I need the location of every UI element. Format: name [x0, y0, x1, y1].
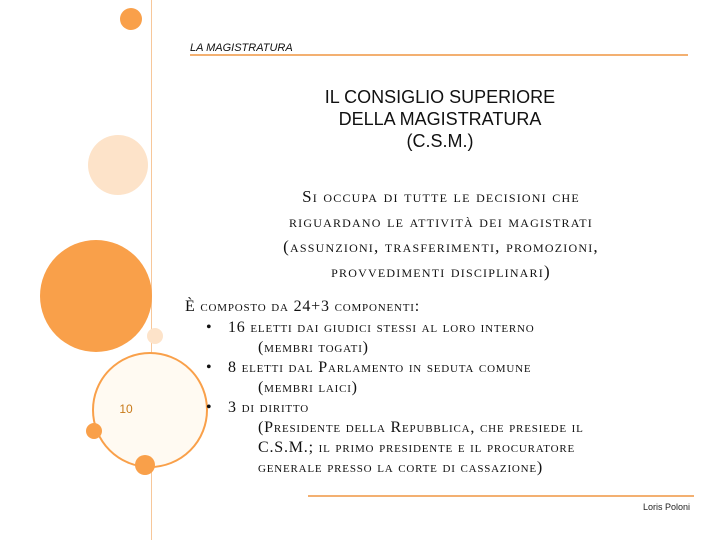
title-line: DELLA MAGISTRATURA — [338, 109, 542, 129]
list-item: • 8 eletti dal Parlamento in seduta comune — [206, 359, 532, 376]
slide-title — [240, 86, 640, 152]
list-item: • 16 eletti dai giudici stessi al loro interno — [206, 319, 535, 336]
composition-list — [206, 318, 686, 478]
decorative-circle — [40, 240, 152, 352]
bullet-icon: • — [206, 359, 213, 376]
description-paragraph — [198, 184, 684, 284]
decorative-circle — [120, 8, 142, 30]
footer-divider — [308, 495, 694, 497]
composition-intro: È composto da 24+3 componenti: — [185, 298, 420, 315]
author-name: Loris Poloni — [642, 502, 690, 512]
decorative-circle — [88, 135, 148, 195]
list-item-continuation: (membri togati) — [258, 339, 369, 356]
list-item-continuation: (Presidente della Repubblica, che presiede il — [258, 419, 584, 436]
decorative-circle — [147, 328, 163, 344]
list-item-continuation: generale presso la corte di cassazione) — [258, 459, 544, 476]
decorative-circle — [135, 455, 155, 475]
decorative-circle — [86, 423, 102, 439]
title-line: IL CONSIGLIO SUPERIORE — [324, 87, 556, 107]
list-item-continuation: (membri laici) — [258, 379, 358, 396]
description-line: Si occupa di tutte le decisioni che — [302, 187, 580, 206]
slide-number: 10 — [119, 402, 133, 416]
header-divider — [190, 54, 688, 56]
bullet-icon: • — [206, 399, 213, 416]
description-line: (assunzioni, trasferimenti, promozioni, — [283, 237, 599, 256]
list-item: • 3 di diritto — [206, 399, 309, 416]
description-line: provvedimenti disciplinari) — [331, 262, 551, 281]
bullet-icon: • — [206, 319, 213, 336]
title-line: (C.S.M.) — [406, 131, 474, 151]
description-line: riguardano le attività dei magistrati — [288, 212, 594, 231]
section-header: LA MAGISTRATURA — [190, 42, 293, 54]
list-item-continuation: C.S.M.; il primo presidente e il procuratore — [258, 439, 576, 456]
slide-number-circle — [92, 352, 208, 468]
